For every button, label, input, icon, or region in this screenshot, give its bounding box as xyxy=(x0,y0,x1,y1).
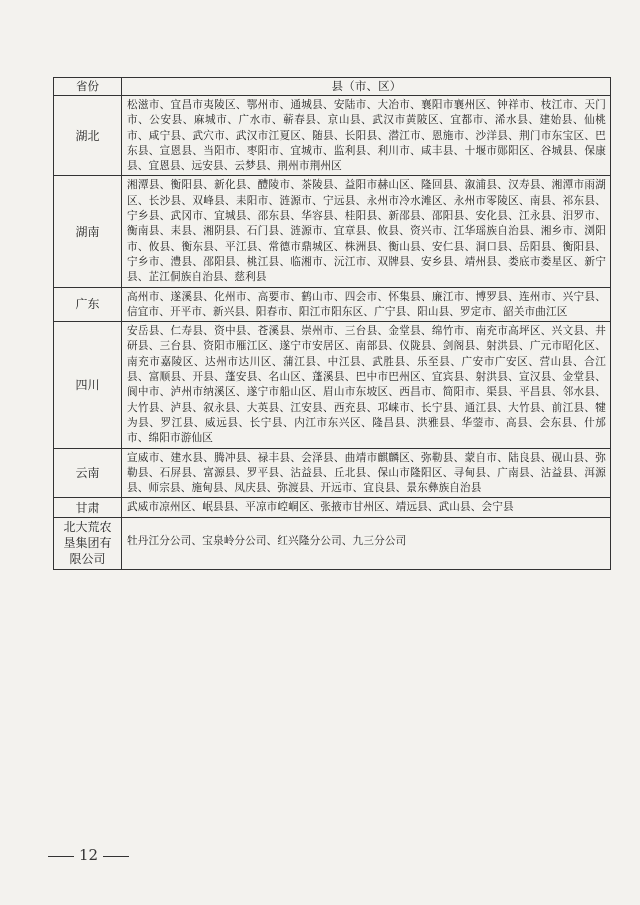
counties-cell: 高州市、遂溪县、化州市、高要市、鹤山市、四会市、怀集县、廉江市、博罗县、连州市、兴宁县、信宜市、开平市、新兴县、阳春市、阳江市阳东区、广宁县、阳山县、罗定市、韶关市曲江区 xyxy=(127,290,606,318)
header-province: 省份 xyxy=(54,78,122,95)
table-row xyxy=(54,321,610,447)
province-cell: 云南 xyxy=(54,449,122,498)
page-number xyxy=(43,846,243,864)
province-cell: 湖北 xyxy=(54,96,122,175)
county-table xyxy=(53,77,611,570)
table-row xyxy=(54,517,610,569)
table-row xyxy=(54,287,610,322)
province-cell: 北大荒农垦集团有限公司 xyxy=(54,518,122,569)
province-cell: 湖南 xyxy=(54,176,122,286)
dash-right xyxy=(103,856,129,857)
counties-cell: 湘潭县、衡阳县、新化县、醴陵市、茶陵县、益阳市赫山区、隆回县、溆浦县、汉寿县、湘潭市雨湖区、长沙县、双峰县、耒阳市、涟源市、宁远县、永州市冷水滩区、永州市零陵区、南县、祁东县、宁乡县、武冈市、宜城县、邵东县、华容县、桂阳县、新邵县、邵阳县、安化县、江永县、汨罗市、衡南县、耒县、湘阴县、石门县、涟源市、宜章县、攸县、资兴市、江华瑶族自治县、湘乡市、浏阳市、攸县、衡东县、平江县、常德市鼎城区、株洲县、衡山县、安仁县、洞口县、岳阳县、衡阳县、宁乡市、澧县、邵阳县、桃江县、临湘市、沅江市、双牌县、安乡县、靖州县、娄底市娄星区、新宁县、芷江侗族自治县、慈利县 xyxy=(127,179,606,284)
counties-cell: 牡丹江分公司、宝泉岭分公司、红兴隆分公司、九三分公司 xyxy=(127,534,407,547)
counties-cell: 松滋市、宜昌市夷陵区、鄂州市、通城县、安陆市、大冶市、襄阳市襄州区、钟祥市、枝江市、天门市、公安县、麻城市、广水市、蕲春县、京山县、武汉市黄陂区、宜都市、浠水县、建始县、仙桃市、咸宁县、武穴市、武汉市江夏区、随县、长阳县、潜江市、恩施市、沙洋县、荆门市东宝区、巴东县、宣恩县、当阳市、枣阳市、宜城市、监利县、利川市、咸丰县、十堰市郧阳区、谷城县、保康县、宜恩县、远安县、云梦县、荆州市荆州区 xyxy=(127,99,606,173)
table-row xyxy=(54,497,610,516)
province-cell: 广东 xyxy=(54,288,122,322)
page-number-value: 12 xyxy=(79,846,99,864)
province-cell: 甘肃 xyxy=(54,498,122,516)
dash-left xyxy=(48,856,74,857)
table-row xyxy=(54,95,610,175)
counties-cell: 宣威市、建水县、腾冲县、禄丰县、会泽县、曲靖市麒麟区、弥勒县、蒙自市、陆良县、砚山县、弥勒县、石屏县、富源县、罗平县、沾益县、丘北县、保山市隆阳区、寻甸县、广南县、沾益县、洱源县、师宗县、施甸县、凤庆县、弥渡县、开远市、宜良县、景东彝族自治县 xyxy=(127,451,606,495)
header-counties: 县（市、区） xyxy=(331,79,402,93)
province-cell: 四川 xyxy=(54,322,122,447)
counties-cell: 安岳县、仁寿县、资中县、苍溪县、崇州市、三台县、金堂县、绵竹市、南充市高坪区、兴文县、井研县、三台县、资阳市雁江区、遂宁市安居区、南部县、仪陇县、剑阁县、射洪县、广元市昭化区、南充市嘉陵区、达州市达川区、蒲江县、中江县、武胜县、乐至县、广安市广安区、营山县、合江县、富顺县、开县、蓬安县、名山区、蓬溪县、巴中市巴州区、宜宾县、射洪县、宣汉县、金堂县、阆中市、泸州市纳溪区、遂宁市船山区、眉山市东坡区、西昌市、简阳市、渠县、平昌县、邻水县、大竹县、泸县、叙永县、大英县、江安县、西充县、邛崃市、长宁县、通江县、大竹县、前江县、犍为县、罗江县、威远县、长宁县、内江市东兴区、隆昌县、洪雅县、华蓥市、高县、会东县、什邡市、绵阳市游仙区 xyxy=(127,325,606,445)
table-header xyxy=(54,78,610,95)
table-row xyxy=(54,448,610,498)
table-row xyxy=(54,175,610,286)
counties-cell: 武威市凉州区、岷县县、平凉市崆峒区、张掖市甘州区、靖远县、武山县、会宁县 xyxy=(127,501,514,514)
